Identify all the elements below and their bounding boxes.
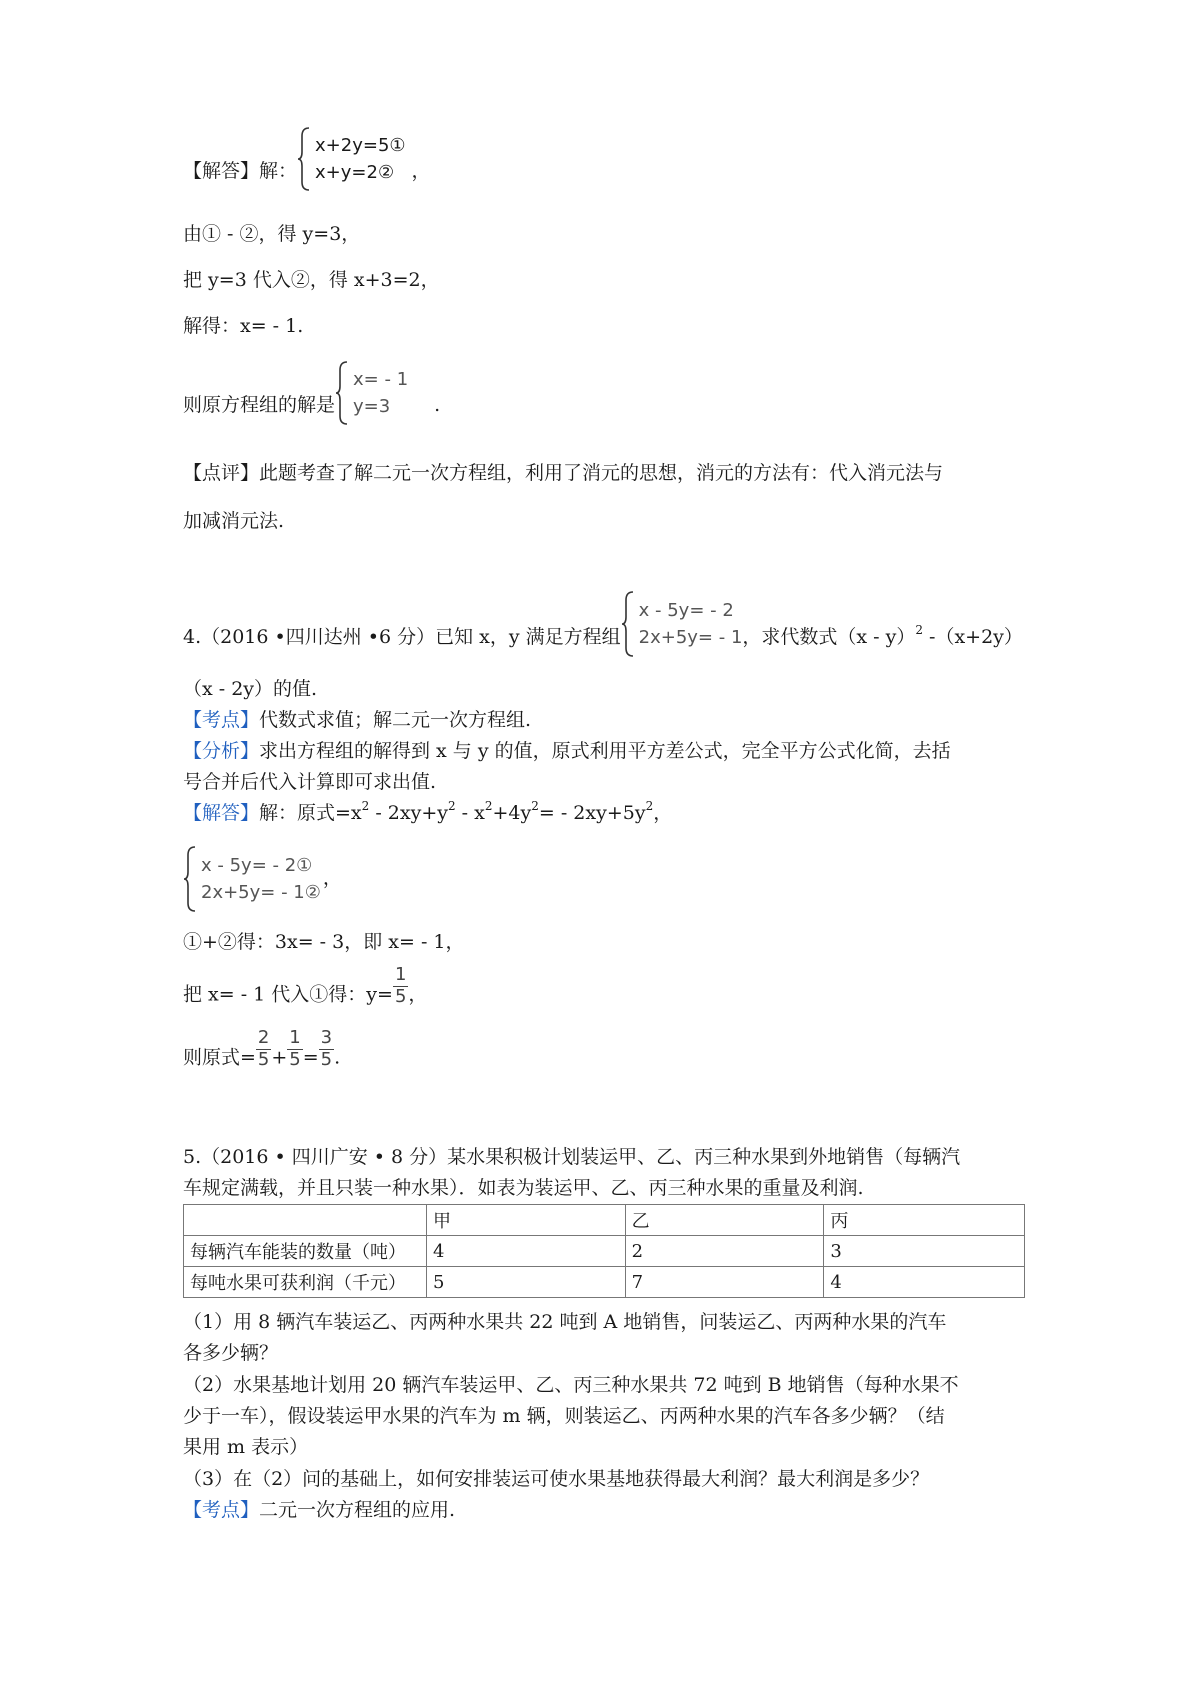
plus-sign: + bbox=[271, 1046, 288, 1069]
fenxi-label: 【分析】 bbox=[183, 740, 260, 762]
q4-stem-line-1 bbox=[183, 599, 1023, 658]
q4-step-2-prefix: 把 x= - 1 代入①得：y= bbox=[183, 983, 393, 1006]
kaodian-label: 【考点】 bbox=[183, 709, 260, 731]
kaodian-label: 【考点】 bbox=[183, 1499, 260, 1521]
q5-part-2-line-1: （2）水果基地计划用 20 辆汽车装运甲、乙、丙三种水果共 72 吨到 B 地销售（每种水果不 bbox=[183, 1374, 959, 1396]
solution3-step-3: 解得：x= - 1. bbox=[183, 315, 304, 337]
left-brace-icon bbox=[183, 845, 197, 913]
exponent: 2 bbox=[361, 799, 370, 813]
table-header-row bbox=[184, 1205, 1025, 1236]
table-cell: 每吨水果可获利润（千元） bbox=[184, 1267, 427, 1298]
solution3-step-2: 把 y=3 代入②，得 x+3=2， bbox=[183, 269, 440, 291]
q4-stem-suffix-b: -（x+2y） bbox=[923, 626, 1023, 648]
fraction-denominator: 5 bbox=[320, 1048, 333, 1070]
table-header-cell: 丙 bbox=[824, 1205, 1025, 1236]
q4-equation-system bbox=[621, 590, 743, 658]
left-brace-icon bbox=[297, 126, 311, 192]
table-cell: 4 bbox=[824, 1267, 1025, 1298]
q4-equation-1: x - 5y= - 2 bbox=[638, 599, 734, 621]
left-brace-icon bbox=[621, 590, 635, 658]
q5-stem-line-1: 5.（2016 • 四川广安 • 8 分）某水果积极计划装运甲、乙、丙三种水果到外地销售（每辆汽 bbox=[183, 1146, 961, 1168]
q4-fenxi-line-2: 号合并后代入计算即可求出值. bbox=[183, 771, 437, 793]
q4-labeled-system bbox=[183, 845, 342, 913]
solution3-conclusion bbox=[183, 368, 441, 426]
q4-step-2-tail: ， bbox=[408, 983, 428, 1006]
q4-labeled-eq-1: x - 5y= - 2① bbox=[201, 854, 313, 876]
solution-y: y=3 bbox=[353, 395, 391, 417]
jieda-label: 【解答】 bbox=[183, 802, 260, 824]
q4-jieda-line bbox=[183, 799, 673, 824]
exponent: 2 bbox=[915, 623, 923, 637]
left-brace-icon bbox=[335, 360, 349, 426]
comment-line-1 bbox=[183, 464, 943, 483]
q4-kaodian bbox=[183, 711, 531, 730]
q5-part-3: （3）在（2）问的基础上，如何安排装运可使水果基地获得最大利润？最大利润是多少？ bbox=[183, 1468, 930, 1490]
fraction-numerator: 1 bbox=[289, 1027, 301, 1048]
fenxi-text-1: 求出方程组的解得到 x 与 y 的值，原式利用平方差公式，完全平方公式化简，去括 bbox=[259, 740, 951, 762]
table-cell: 每辆汽车能装的数量（吨） bbox=[184, 1236, 427, 1267]
q4-labeled-eq-2: 2x+5y= - 1② bbox=[201, 881, 321, 903]
conclusion-tail: . bbox=[434, 394, 441, 416]
fraction-y bbox=[393, 966, 408, 1007]
table-cell: 5 bbox=[426, 1267, 625, 1298]
solution-lines bbox=[353, 368, 409, 417]
equation-lines bbox=[315, 134, 406, 183]
result-tail: . bbox=[334, 1046, 341, 1069]
q4-result bbox=[183, 1027, 341, 1070]
jieda-part-d: +4y bbox=[492, 802, 532, 824]
solution3-step-1: 由① - ②，得 y=3， bbox=[183, 223, 361, 245]
q4-labeled-lines bbox=[201, 854, 321, 903]
exponent: 2 bbox=[448, 799, 456, 813]
result-prefix: 则原式= bbox=[183, 1046, 256, 1069]
q4-step-2 bbox=[183, 964, 428, 1007]
kaodian-text: 二元一次方程组的应用. bbox=[259, 1499, 456, 1521]
q4-fenxi-line-1 bbox=[183, 742, 951, 761]
solution3-answer-line bbox=[183, 134, 431, 192]
exponent: 2 bbox=[531, 799, 539, 813]
comment-line-2: 加减消元法. bbox=[183, 510, 285, 532]
fruit-table bbox=[183, 1204, 1025, 1298]
q4-equation-2: 2x+5y= - 1 bbox=[638, 626, 743, 648]
q4-equation-lines bbox=[638, 599, 743, 648]
table-row bbox=[184, 1267, 1025, 1298]
q4-step-1: ①+②得：3x= - 3，即 x= - 1， bbox=[183, 931, 465, 953]
table-cell: 7 bbox=[625, 1267, 824, 1298]
fraction-numerator: 1 bbox=[394, 964, 407, 985]
q5-part-1-line-1: （1）用 8 辆汽车装运乙、丙两种水果共 22 吨到 A 地销售，问装运乙、丙两种水果的汽车 bbox=[183, 1311, 947, 1333]
table-cell: 2 bbox=[625, 1236, 824, 1267]
system-tail: ， bbox=[411, 160, 431, 182]
comment-label: 【点评】 bbox=[183, 462, 260, 484]
fraction-denominator: 5 bbox=[289, 1048, 301, 1070]
answer-label: 【解答】 bbox=[183, 160, 260, 182]
jieda-part-c: - x bbox=[455, 802, 485, 824]
fraction-numerator: 2 bbox=[257, 1027, 270, 1048]
exponent: 2 bbox=[484, 799, 493, 813]
solution-system bbox=[335, 360, 408, 426]
jieda-part-a: 解：原式=x bbox=[259, 802, 362, 824]
conclusion-prefix: 则原方程组的解是 bbox=[183, 394, 336, 416]
fraction-numerator: 3 bbox=[320, 1027, 333, 1048]
fraction-term-2 bbox=[287, 1029, 302, 1070]
q5-part-2-line-3: 果用 m 表示） bbox=[183, 1436, 309, 1458]
kaodian-text: 代数式求值；解二元一次方程组. bbox=[259, 709, 532, 731]
jieda-part-e: = - 2xy+5y bbox=[538, 802, 646, 824]
solution-x: x= - 1 bbox=[353, 368, 409, 390]
table-cell: 4 bbox=[426, 1236, 625, 1267]
q5-part-1-line-2: 各多少辆？ bbox=[183, 1342, 279, 1364]
q5-part-2-line-2: 少于一车），假设装运甲水果的汽车为 m 辆，则装运乙、丙两种水果的汽车各多少辆？（结 bbox=[183, 1405, 945, 1427]
equation-2: x+y=2② bbox=[315, 161, 395, 183]
fraction-result bbox=[319, 1029, 334, 1070]
q4-stem-prefix: 4.（2016 •四川达州 •6 分）已知 x，y 满足方程组 bbox=[183, 626, 621, 648]
table-header-cell: 乙 bbox=[625, 1205, 824, 1236]
fraction-term-1 bbox=[256, 1029, 271, 1070]
q4-system-tail: ， bbox=[322, 867, 342, 889]
comment-text-1: 此题考查了解二元一次方程组，利用了消元的思想，消元的方法有：代入消元法与 bbox=[259, 462, 944, 484]
table-header-cell: 甲 bbox=[426, 1205, 625, 1236]
q4-stem-suffix-a: ，求代数式（x - y） bbox=[742, 626, 916, 648]
table-cell: 3 bbox=[824, 1236, 1025, 1267]
exponent: 2 bbox=[645, 799, 654, 813]
equation-1: x+2y=5① bbox=[315, 134, 406, 156]
q4-labeled-equation-system bbox=[183, 845, 321, 913]
fraction-denominator: 5 bbox=[394, 985, 407, 1007]
q4-stem-line-2: （x - 2y）的值. bbox=[183, 678, 318, 700]
q5-stem-line-2: 车规定满载，并且只装一种水果）．如表为装运甲、乙、丙三种水果的重量及利润. bbox=[183, 1177, 864, 1199]
q5-kaodian bbox=[183, 1501, 455, 1520]
equals-sign: = bbox=[302, 1046, 319, 1069]
fraction-denominator: 5 bbox=[257, 1048, 270, 1070]
table-header-cell bbox=[184, 1205, 427, 1236]
jieda-part-b: - 2xy+y bbox=[369, 802, 448, 824]
jieda-part-f: ， bbox=[653, 802, 673, 824]
equation-system bbox=[297, 126, 406, 192]
answer-intro: 解： bbox=[259, 160, 298, 182]
table-row bbox=[184, 1236, 1025, 1267]
